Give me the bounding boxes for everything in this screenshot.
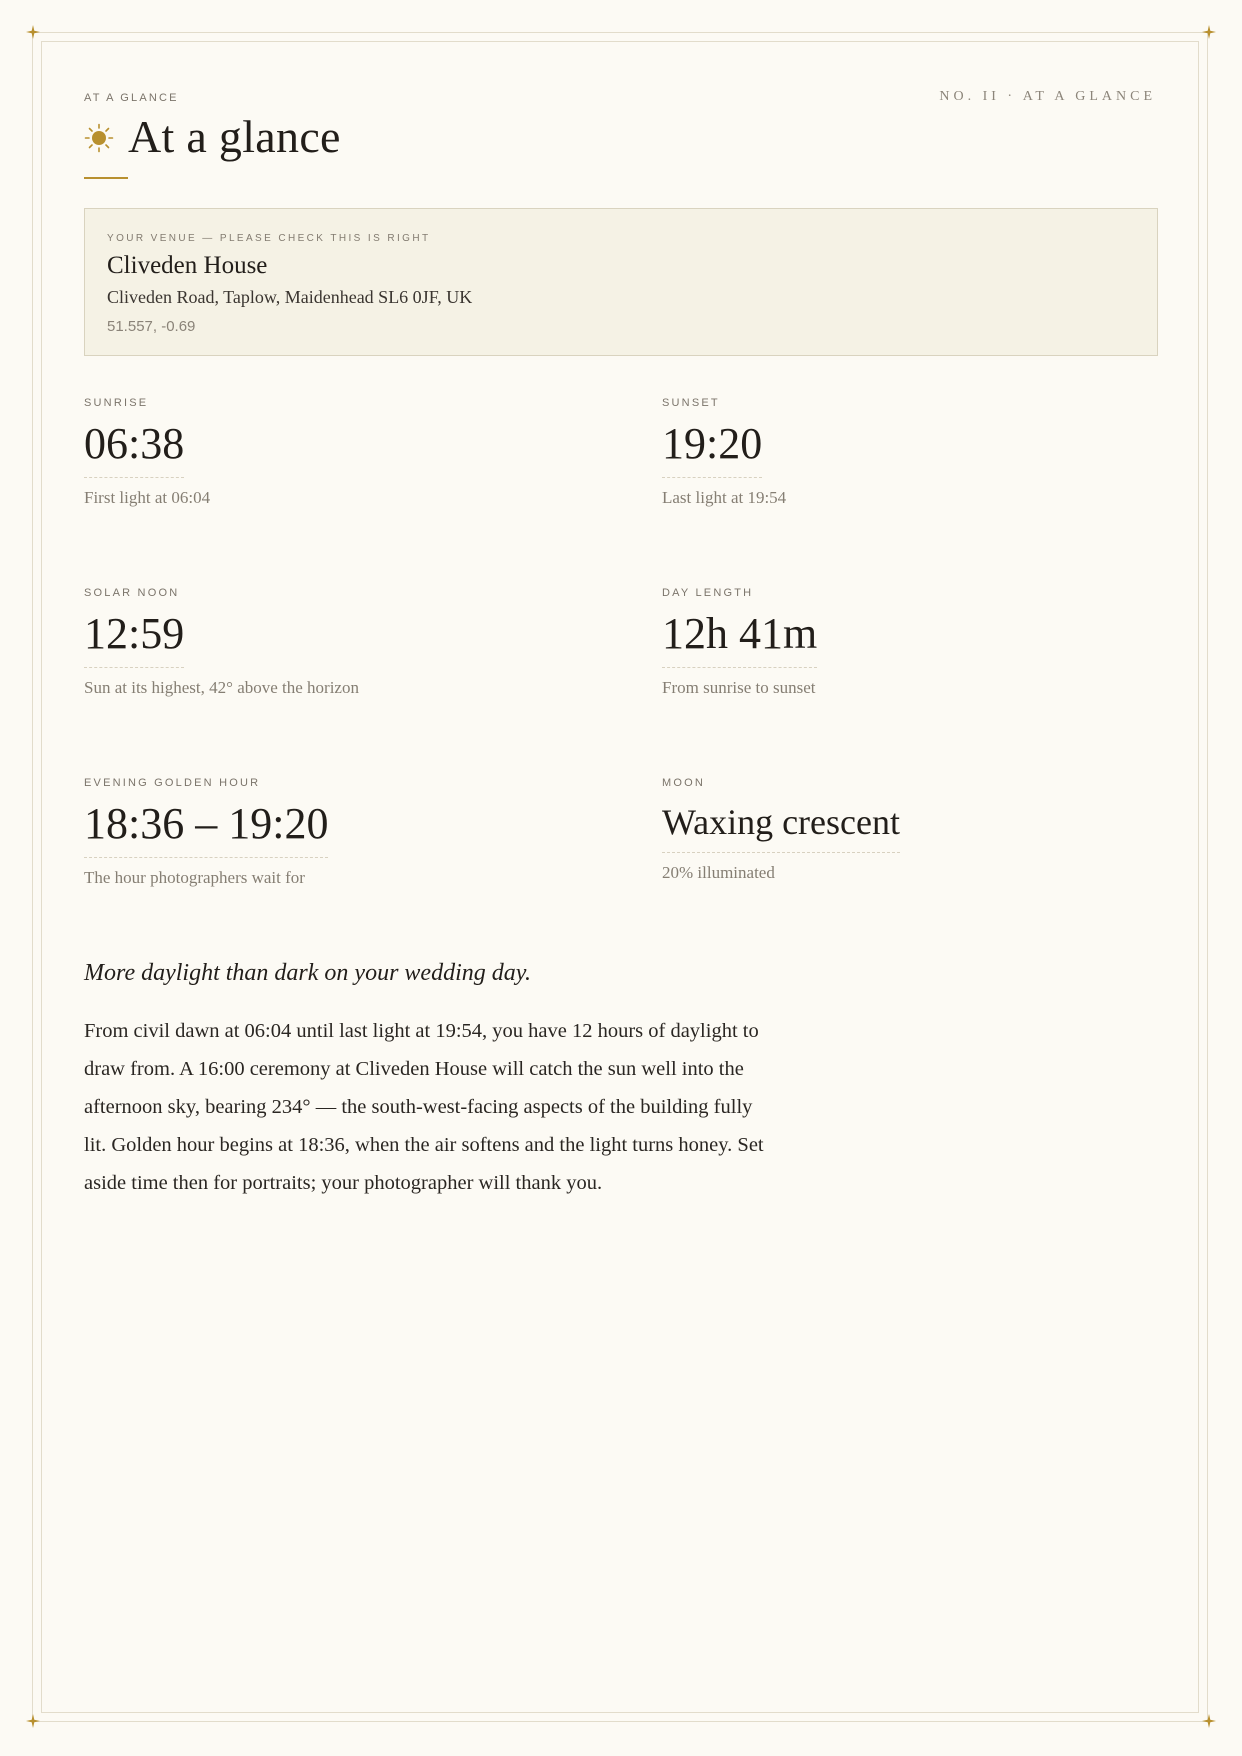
title-row	[84, 108, 341, 164]
venue-address: Cliveden Road, Taplow, Maidenhead SL6 0JF, UK	[107, 287, 473, 307]
corner-ornament-icon	[1202, 1714, 1216, 1728]
stat-note: The hour photographers wait for	[84, 868, 305, 887]
venue-eyebrow: YOUR VENUE — PLEASE CHECK THIS IS RIGHT	[107, 233, 431, 244]
stat-golden-hour	[84, 776, 328, 888]
stat-label: DAY LENGTH	[662, 587, 754, 599]
summary-body: From civil dawn at 06:04 until last light at 19:54, you have 12 hours of daylight to draw from. A 16:00 ceremony at Cliveden House will catch the sun well into the afternoon sky, bearing 234° — the south-west-facing aspects of the building fully lit. Golden hour begins at 18:36, when the air softens and the light turns honey. Set aside time then for portraits; your photographer will thank you.	[84, 1020, 764, 1194]
stat-sunrise	[84, 396, 210, 508]
venue-coordinates: 51.557, -0.69	[107, 318, 196, 335]
stat-note: First light at 06:04	[84, 488, 211, 507]
stat-moon	[662, 776, 900, 883]
stat-label: EVENING GOLDEN HOUR	[84, 777, 261, 789]
stat-value: Waxing crescent	[662, 800, 900, 853]
corner-ornament-icon	[26, 1714, 40, 1728]
stat-value: 19:20	[662, 419, 762, 478]
stat-sunset	[662, 396, 786, 508]
summary-lede: More daylight than dark on your wedding day.	[84, 960, 532, 986]
venue-name: Cliveden House	[107, 252, 268, 279]
stat-value: 06:38	[84, 419, 184, 478]
title-underline	[84, 177, 128, 179]
stat-label: SUNSET	[662, 397, 720, 409]
page-title: At a glance	[128, 110, 341, 162]
running-head: NO. II · AT A GLANCE	[939, 89, 1156, 104]
section-eyebrow: AT A GLANCE	[84, 92, 179, 104]
stat-value: 18:36 – 19:20	[84, 799, 328, 858]
stat-note: From sunrise to sunset	[662, 678, 816, 697]
sun-icon	[84, 123, 114, 153]
stat-label: MOON	[662, 777, 706, 789]
stat-label: SUNRISE	[84, 397, 149, 409]
stat-solar-noon	[84, 586, 359, 698]
stat-note: Last light at 19:54	[662, 488, 787, 507]
venue-card	[84, 208, 1158, 356]
stat-label: SOLAR NOON	[84, 587, 180, 599]
stat-value: 12:59	[84, 609, 184, 668]
stat-value: 12h 41m	[662, 609, 817, 668]
stat-note: Sun at its highest, 42° above the horizon	[84, 678, 359, 697]
corner-ornament-icon	[1202, 25, 1216, 39]
stat-note: 20% illuminated	[662, 863, 775, 882]
stat-day-length	[662, 586, 817, 698]
corner-ornament-icon	[26, 25, 40, 39]
